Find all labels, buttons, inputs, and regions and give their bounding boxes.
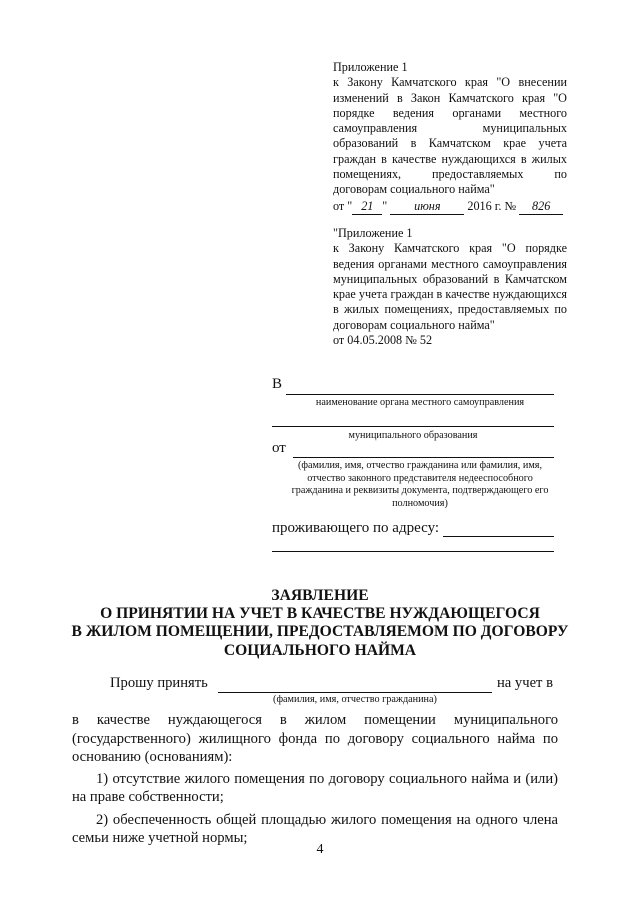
annex-title: Приложение 1 — [333, 60, 408, 74]
request-body — [72, 711, 558, 848]
annex-original-law — [333, 226, 567, 348]
page-number: 4 — [316, 842, 324, 857]
request-paragraph: в качестве нуждающегося в жилом помещении муниципального (государственного) жилищного фонда по договору социального найма по основанию (основаниям): — [72, 712, 558, 765]
request-tail: на учет в — [497, 675, 553, 691]
ground-item-2: 2) обеспеченность общей площадью жилого помещения на одного члена семьи ниже учетной нормы; — [72, 811, 558, 846]
residing-label: проживающего по адресу: — [272, 520, 440, 536]
annex-original-date: от 04.05.2008 № 52 — [333, 333, 433, 348]
fullname-caption: (фамилия, имя, отчество гражданина) — [273, 694, 437, 705]
from-label: от — [272, 440, 286, 456]
annex-amending-law — [333, 60, 567, 215]
organ-name-line[interactable] — [286, 394, 554, 395]
title-line-3: В ЖИЛОМ ПОМЕЩЕНИИ, ПРЕДОСТАВЛЯЕМОМ ПО ДОГОВОРУ — [71, 623, 569, 641]
applicant-fullname-line[interactable] — [218, 692, 492, 693]
organ-caption: наименование органа местного самоуправления — [315, 397, 525, 408]
annex-date: от " 21 " июня 2016 г. № 826 — [333, 199, 567, 215]
municipal-caption: муниципального образования — [348, 430, 478, 441]
annex-original-title: "Приложение 1 — [333, 226, 413, 240]
applicant-caption: (фамилия, имя, отчество гражданина или фамилия, имя, отчество законного представителя недееспособного гражданина и реквизиты документа, подтверждающего его полномочия) — [291, 460, 549, 509]
address-line-2[interactable] — [272, 551, 554, 552]
municipal-line[interactable] — [272, 426, 554, 427]
title-line-2: О ПРИНЯТИИ НА УЧЕТ В КАЧЕСТВЕ НУЖДАЮЩЕГОСЯ — [100, 605, 540, 623]
to-label: В — [272, 376, 283, 392]
ground-item-1: 1) отсутствие жилого помещения по договору социального найма и (или) на праве собственности; — [72, 770, 558, 805]
request-lead: Прошу принять — [110, 675, 208, 691]
annex-original-text: к Закону Камчатского края "О порядке ведения органами местного самоуправления муниципальных образований в Камчатском крае учета граждан в качестве нуждающихся в жилых помещениях, предоставляемых по договорам социального найма" — [333, 241, 567, 332]
address-line-1[interactable] — [443, 536, 554, 537]
annex-text: к Закону Камчатского края "О внесении изменений в Закон Камчатского края "О порядке ведения органами местного самоуправления муниципальных образований в Камчатском крае учета граждан в качестве нуждающихся в жилых помещениях, предоставляемых по договорам социального найма" — [333, 75, 567, 197]
document-title — [40, 587, 600, 660]
annex-day: 21 — [352, 199, 382, 215]
title-word: ЗАЯВЛЕНИЕ — [271, 587, 369, 604]
applicant-line[interactable] — [293, 457, 554, 458]
annex-month: июня — [390, 199, 464, 215]
annex-number: 826 — [519, 199, 563, 215]
title-line-4: СОЦИАЛЬНОГО НАЙМА — [223, 641, 417, 659]
